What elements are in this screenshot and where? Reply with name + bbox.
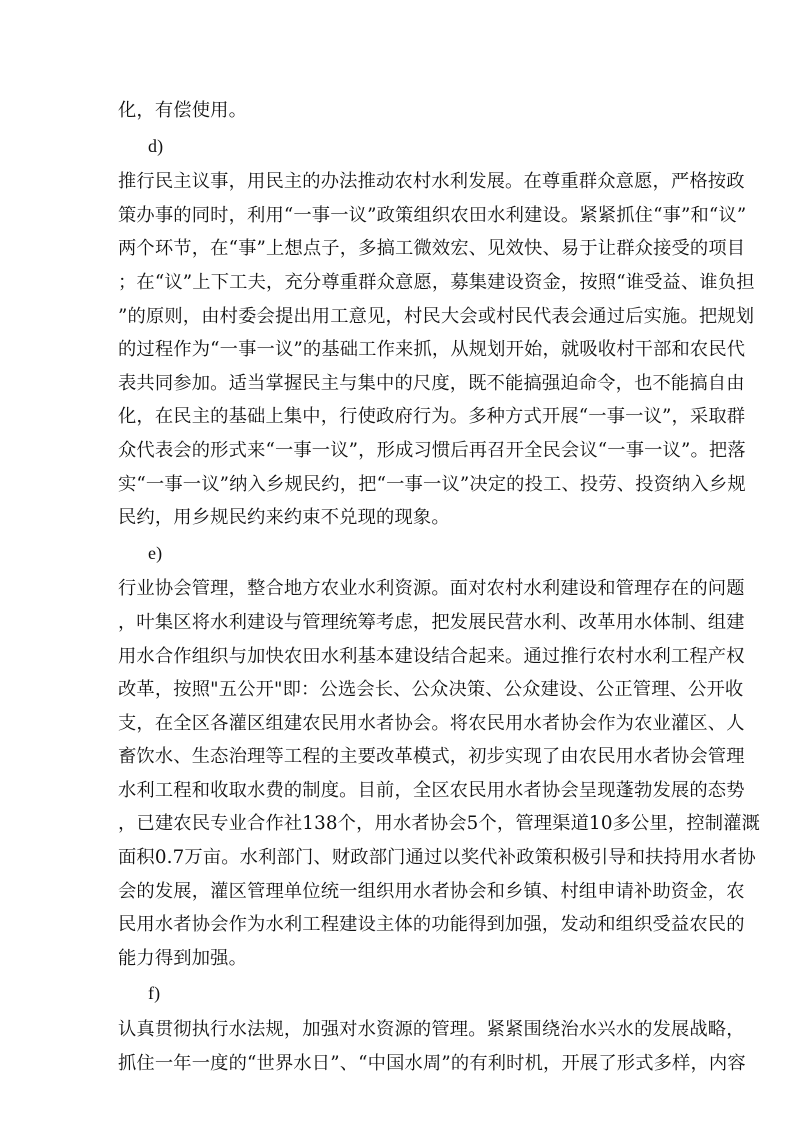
paragraph (118, 1013, 746, 1080)
paragraph (118, 94, 682, 128)
text-line: 用水合作组织与加快农田水利基本建设结合起来。通过推行农村水利工程产权 (118, 645, 745, 667)
text-line: 民用水者协会作为水利工程建设主体的功能得到加强，发动和组织受益农民的 (118, 914, 745, 936)
text-line: 策办事的同时，利用“一事一议”政策组织农田水利建设。紧紧抓住“事”和“议” (118, 204, 747, 226)
text-line: 民约，用乡规民约来约束不兑现的现象。 (118, 507, 450, 529)
text-line: 推行民主议事，用民主的办法推动农村水利发展。在尊重群众意愿，严格按政 (118, 171, 745, 193)
text-line: 会的发展，灌区管理单位统一组织用水者协会和乡镇、村组申请补助资金，农 (118, 880, 745, 902)
text-line: 能力得到加强。 (118, 947, 248, 969)
text-line: 畜饮水、生态治理等工程的主要改革模式，初步实现了由农民用水者协会管理 (118, 746, 745, 768)
text-line: 化，在民主的基础上集中，行使政府行为。多种方式开展“一事一议”，采取群 (118, 406, 746, 428)
text-line: 化，有偿使用。 (118, 100, 248, 121)
text-line: ，叶集区将水利建设与管理统筹考虑，把发展民营水利、改革用水体制、组建 (118, 611, 745, 633)
text-line: 实“一事一议”纳入乡规民约，把“一事一议”决定的投工、投劳、投资纳入乡规 (118, 473, 746, 495)
text-line: 面积0.7万亩。水利部门、财政部门通过以奖代补政策积极引导和扶持用水者协 (118, 847, 756, 869)
text-line: 抓住一年一度的“世界水日”、“中国水周”的有利时机，开展了形式多样，内容 (118, 1052, 746, 1074)
text-line: 两个环节，在“事”上想点子，多搞工微效宏、见效快、易于让群众接受的项目 (118, 238, 746, 260)
text-line: ，已建农民专业合作社138个，用水者协会5个，管理渠道10多公里，控制灌溉 (118, 813, 761, 835)
text-line: 支，在全区各灌区组建农民用水者协会。将农民用水者协会作为农业灌区、人 (118, 712, 745, 734)
section-marker: d) (148, 135, 164, 156)
text-line: 认真贯彻执行水法规，加强对水资源的管理。紧紧围绕治水兴水的发展战略， (118, 1019, 745, 1041)
text-line: 众代表会的形式来“一事一议”，形成习惯后再召开全民会议“一事一议”。把落 (118, 439, 746, 461)
text-line: 改革，按照"五公开"即：公选会长、公众决策、公众建设、公正管理、公开收 (118, 679, 744, 701)
text-line: 行业协会管理，整合地方农业水利资源。面对农村水利建设和管理存在的问题 (118, 578, 745, 600)
text-line: 表共同参加。适当掌握民主与集中的尺度，既不能搞强迫命令，也不能搞自由 (118, 372, 745, 394)
text-line: ”的原则，由村委会提出用工意见，村民大会或村民代表会通过后实施。把规划 (118, 305, 755, 327)
paragraph (118, 165, 755, 535)
text-line: 水利工程和收取水费的制度。目前，全区农民用水者协会呈现蓬勃发展的态势 (118, 779, 745, 801)
text-line: 的过程作为“一事一议”的基础工作来抓，从规划开始，就吸收村干部和农民代 (118, 339, 746, 361)
paragraph (118, 572, 761, 975)
section-marker: e) (148, 542, 163, 563)
document-body (118, 94, 761, 1080)
section-marker: f) (148, 983, 161, 1004)
text-line: ；在“议”上下工夫，充分尊重群众意愿，募集建设资金，按照“谁受益、谁负担 (118, 271, 755, 293)
